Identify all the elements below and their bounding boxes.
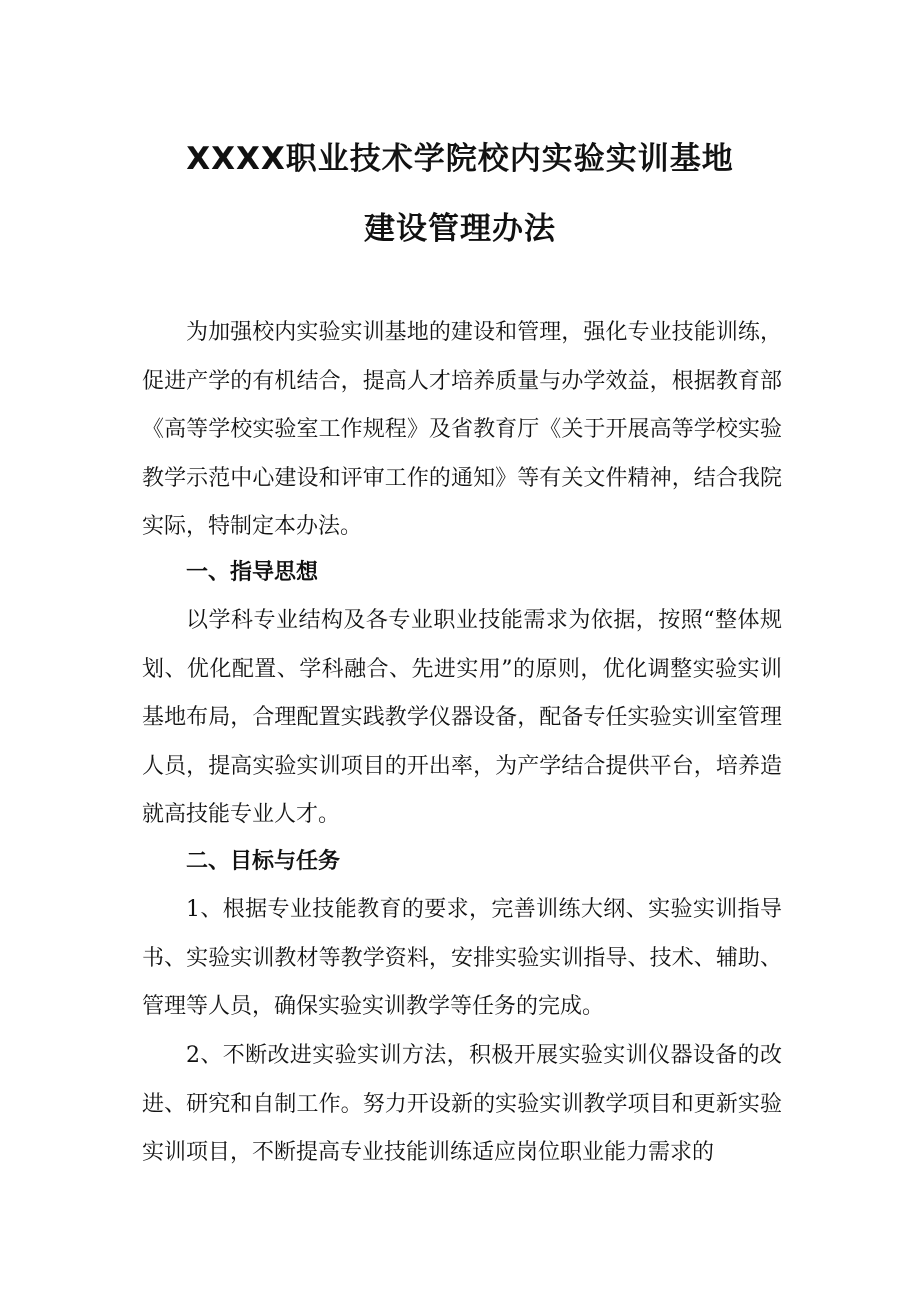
section-2-paragraph-1: 1、根据专业技能教育的要求，完善训练大纲、实验实训指导书、实验实训教材等教学资料，安排实验实训指导、技术、辅助、管理等人员，确保实验实训教学等任务的完成。 (142, 897, 782, 1019)
section-heading-guiding-thought: 一、指导思想 (186, 560, 319, 585)
section-heading-goals-tasks: 二、目标与任务 (186, 849, 341, 874)
intro-paragraph: 为加强校内实验实训基地的建设和管理，强化专业技能训练，促进产学的有机结合，提高人才培养质量与办学效益，根据教育部《高等学校实验室工作规程》及省教育厅《关于开展高等学校实验教学示范中心建设和评审工作的通知》等有关文件精神，结合我院实际，特制定本办法。 (142, 320, 782, 539)
section-2-paragraph-2: 2、不断改进实验实训方法，积极开展实验实训仪器设备的改进、研究和自制工作。努力开设新的实验实训教学项目和更新实验实训项目，不断提高专业技能训练适应岗位职业能力需求的 (142, 1043, 782, 1165)
section-1-paragraph: 以学科专业结构及各专业职业技能需求为依据，按照“整体规划、优化配置、学科融合、先进实用”的原则，优化调整实验实训基地布局，合理配置实践教学仪器设备，配备专任实验实训室管理人员，提高实验实训项目的开出率，为产学结合提供平台，培养造就高技能专业人才。 (142, 608, 782, 827)
document-title-line-2: 建设管理办法 (364, 211, 556, 247)
document-title-line-1: XXXX职业技术学院校内实验实训基地 (186, 141, 734, 177)
